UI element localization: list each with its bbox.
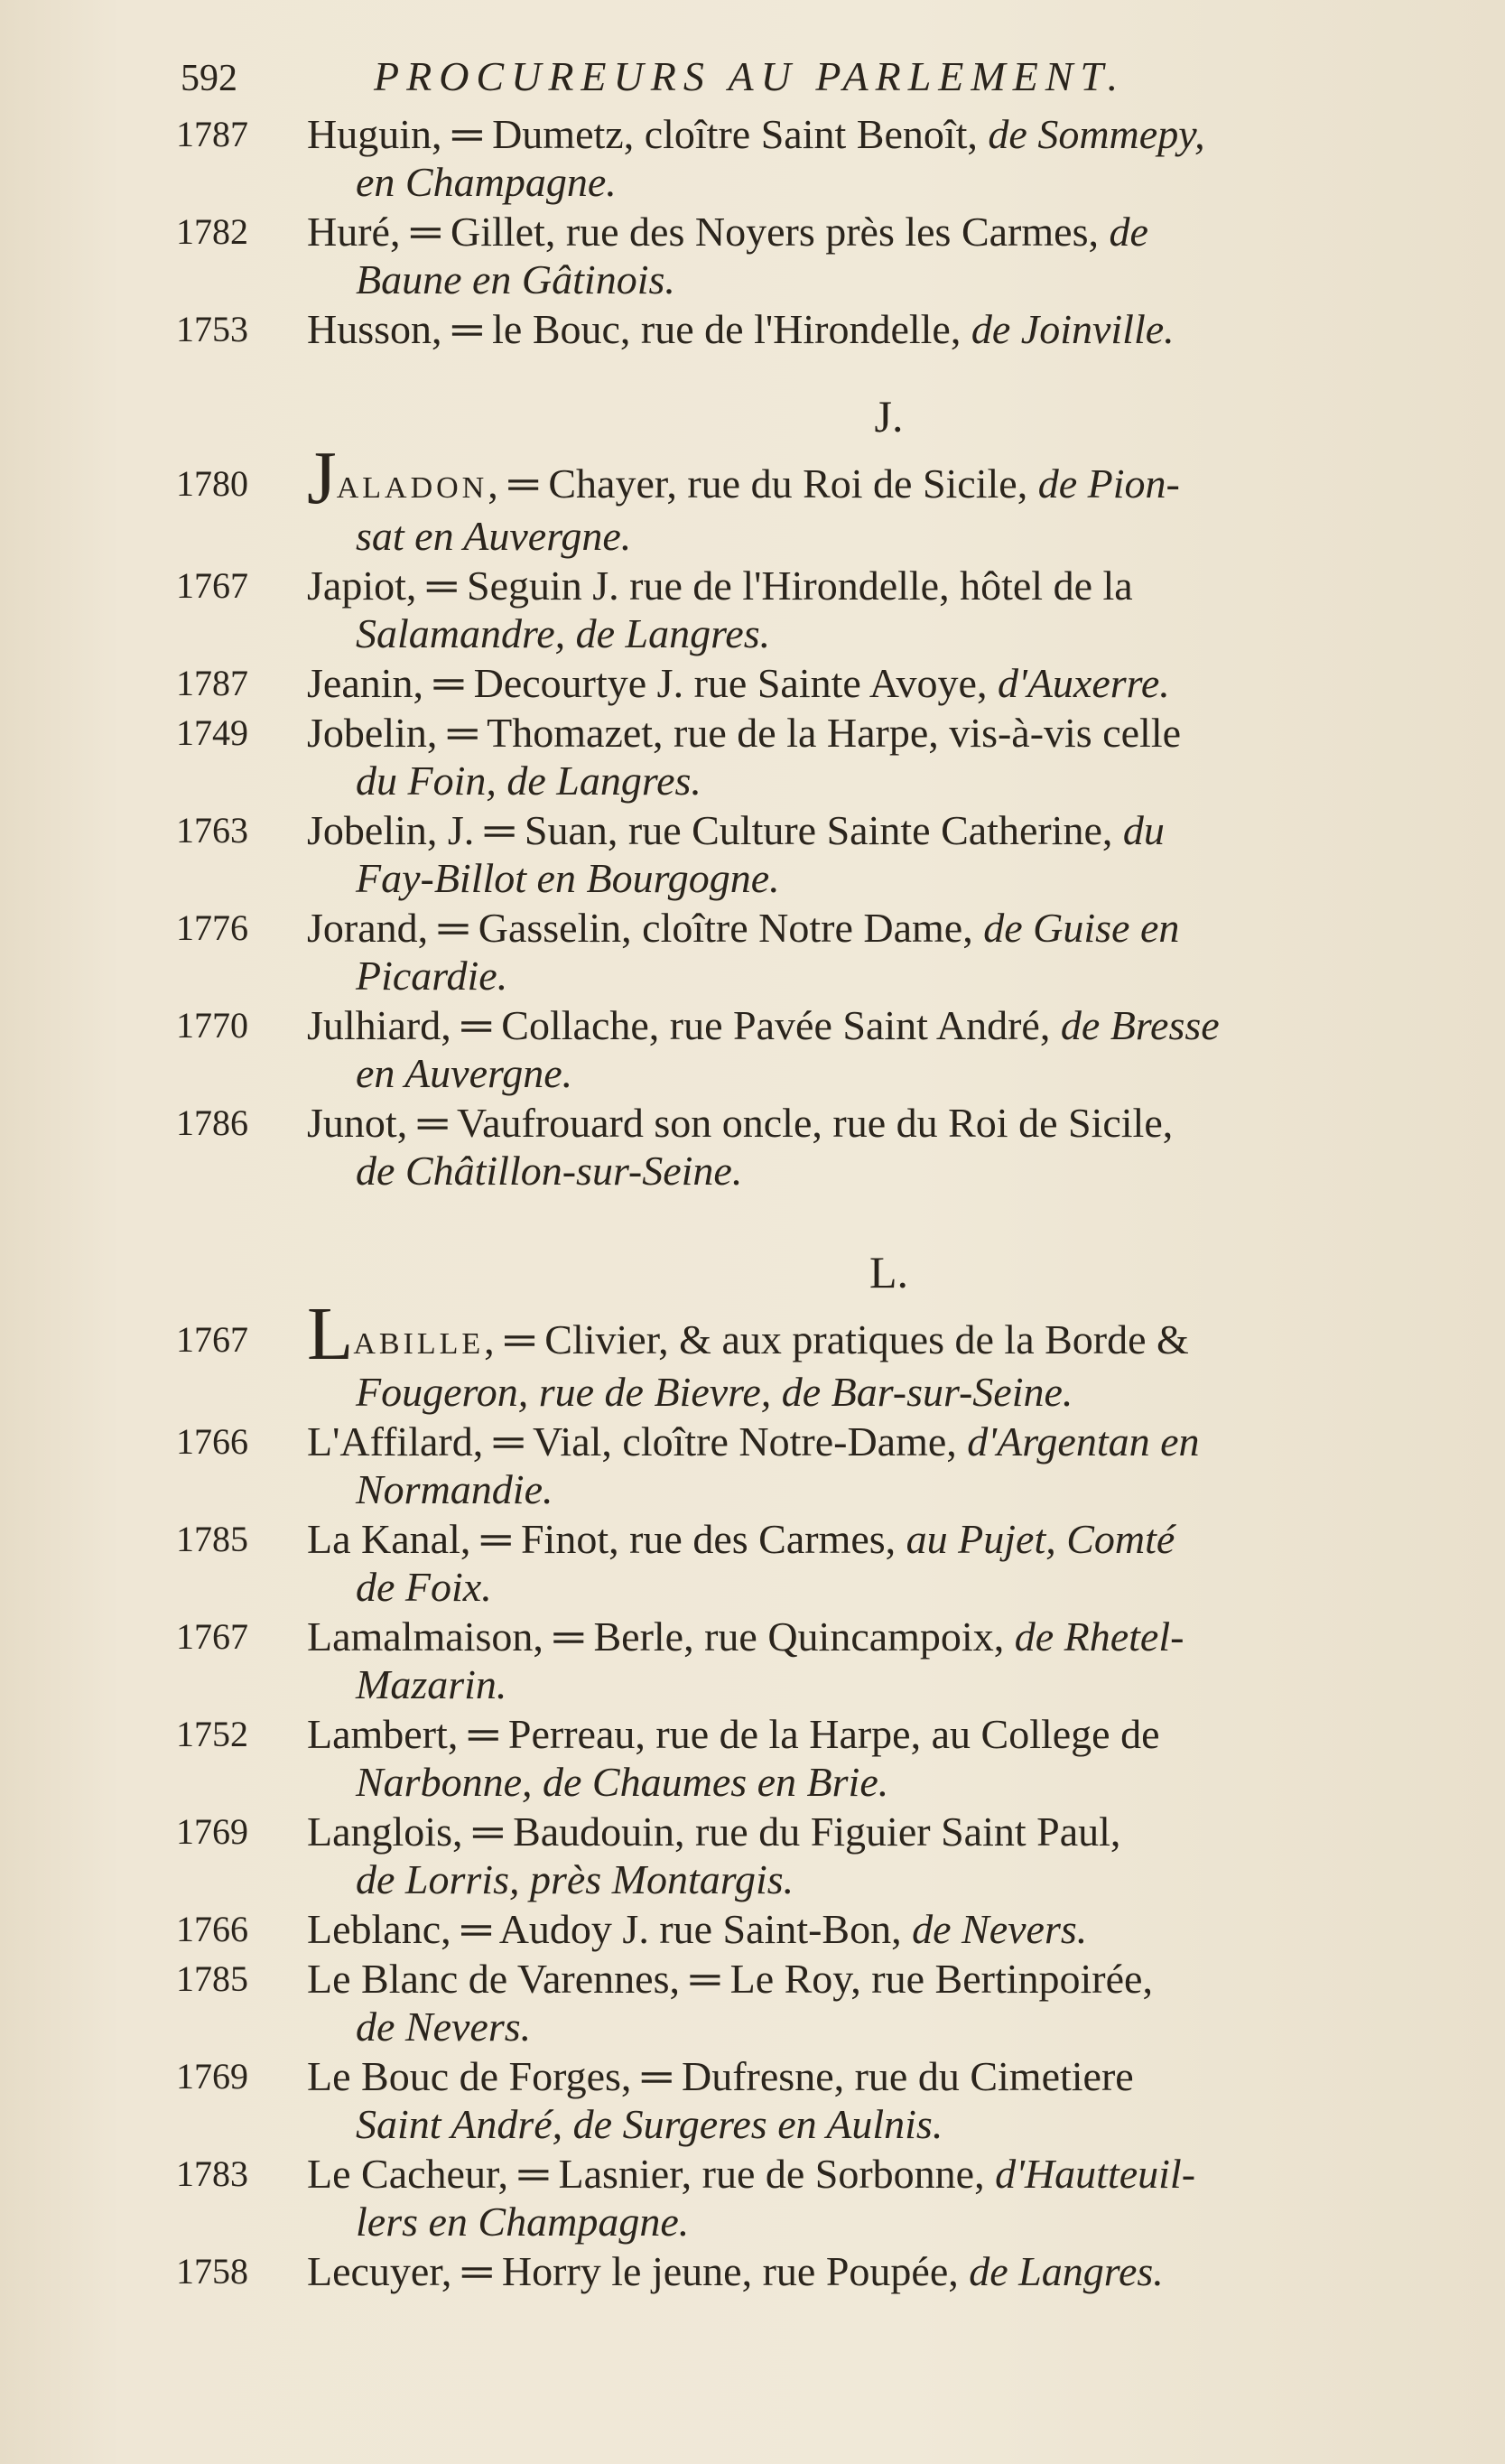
entry-name: Jobelin — [307, 710, 427, 756]
entry-continuation: de Lorris, près Montargis. — [356, 1856, 794, 1902]
entry-address: , ═ Dufresne, rue du Cimetiere — [620, 2053, 1134, 2099]
entry-address: , ═ Gillet, rue des Noyers près les Carmes, — [389, 209, 1099, 255]
entry-year: 1776 — [176, 907, 248, 948]
section-heading-l: L. — [869, 1247, 909, 1297]
entry-address: , ═ Baudouin, rue du Figuier Saint Paul, — [451, 1808, 1121, 1855]
entry-address: , ═ Collache, rue Pavée Saint André, — [441, 1002, 1051, 1048]
entry-year: 1767 — [176, 565, 248, 606]
entry-year: 1783 — [176, 2153, 248, 2194]
entry-continuation: de Châtillon-sur-Seine. — [356, 1148, 743, 1194]
entry-origin: d'Auxerre. — [987, 660, 1170, 706]
entry-text — [307, 1710, 1471, 1806]
entry-year: 1758 — [176, 2251, 248, 2292]
entry-text — [307, 2247, 1471, 2295]
entry-name: Le Blanc de Varennes — [307, 1956, 670, 2002]
entry-origin: d'Hautteuil- — [984, 2151, 1196, 2197]
list-item — [0, 1613, 1471, 1708]
entry-address: , ═ Audoy J. rue Saint-Bon, — [441, 1906, 902, 1952]
entry-address: , ═ Berle, rue Quincampoix, — [533, 1613, 1005, 1660]
entry-address: , ═ Clivier, & aux pratiques de la Borde & — [484, 1316, 1189, 1362]
entry-text — [307, 562, 1471, 657]
entry-continuation: de Nevers. — [356, 2004, 532, 2050]
list-item — [0, 1808, 1471, 1903]
entry-continuation: Normandie. — [356, 1466, 553, 1512]
entry-name: Jorand — [307, 905, 418, 951]
entry-name: Huré — [307, 209, 390, 255]
list-item — [0, 2150, 1471, 2245]
entry-origin: de Sommepy, — [977, 111, 1205, 157]
entry-name: Lamalmaison — [307, 1613, 534, 1660]
list-item — [0, 110, 1471, 206]
entry-year: 1767 — [176, 1319, 248, 1360]
entry-continuation: Fay-Billot en Bourgogne. — [356, 855, 780, 901]
entry-name: Japiot — [307, 563, 406, 609]
entry-address: , ═ le Bouc, rue de l'Hirondelle, — [432, 306, 962, 352]
entry-continuation: Picardie. — [356, 953, 508, 999]
section-heading-j: J. — [874, 391, 904, 442]
entry-name: Julhiard — [307, 1002, 441, 1048]
entry-name: Langlois — [307, 1808, 452, 1855]
entry-continuation: en Auvergne. — [356, 1050, 573, 1096]
list-item — [0, 1292, 1471, 1416]
list-item — [0, 904, 1471, 1000]
entry-origin: de Bresse — [1050, 1002, 1220, 1048]
entry-continuation: en Champagne. — [356, 159, 617, 205]
entry-text — [307, 2150, 1471, 2245]
entry-year: 1787 — [176, 663, 248, 703]
entry-origin: de — [1098, 209, 1148, 255]
entry-year: 1763 — [176, 810, 248, 851]
entry-address: , ═ Vial, cloître Notre-Dame, — [472, 1418, 957, 1464]
running-title: PROCUREURS AU PARLEMENT. — [374, 53, 1126, 99]
list-item — [0, 806, 1471, 902]
entry-name: La Kanal — [307, 1516, 460, 1562]
entry-year: 1769 — [176, 2056, 248, 2097]
entry-address: , ═ Chayer, rue du Roi de Sicile, — [488, 460, 1028, 507]
drop-cap: L — [307, 1292, 354, 1376]
entry-continuation: Mazarin. — [356, 1661, 507, 1707]
entry-year: 1787 — [176, 114, 248, 154]
entry-address: , ═ Vaufrouard son oncle, rue du Roi de Sicile, — [396, 1100, 1174, 1146]
entry-name: Huguin — [307, 111, 432, 157]
list-item — [0, 1710, 1471, 1806]
entry-name: ALADON — [336, 471, 488, 505]
entry-continuation: Baune en Gâtinois. — [356, 256, 675, 302]
entry-text — [307, 1001, 1471, 1097]
entry-year: 1780 — [176, 463, 248, 504]
list-item — [0, 709, 1471, 804]
entry-year: 1766 — [176, 1909, 248, 1949]
list-item — [0, 436, 1471, 560]
entry-continuation: Saint André, de Surgeres en Aulnis. — [356, 2101, 943, 2147]
entry-text — [307, 1418, 1471, 1513]
entry-address: , ═ Seguin J. rue de l'Hirondelle, hôtel de la — [405, 563, 1133, 609]
entry-text — [307, 436, 1471, 560]
entry-continuation: de Foix. — [356, 1564, 492, 1610]
entry-text — [307, 1292, 1471, 1416]
entry-text — [307, 1955, 1471, 2050]
entry-text — [307, 1099, 1471, 1195]
entry-continuation: Narbonne, de Chaumes en Brie. — [356, 1759, 889, 1805]
entry-text — [307, 806, 1471, 902]
list-item — [0, 1515, 1471, 1611]
entry-year: 1753 — [176, 309, 248, 349]
entry-address: , ═ Perreau, rue de la Harpe, au College de — [447, 1711, 1160, 1757]
entry-name: Lecuyer — [307, 2248, 441, 2294]
entry-year: 1766 — [176, 1421, 248, 1462]
entry-origin: de Joinville. — [961, 306, 1175, 352]
entry-origin: de Rhetel- — [1004, 1613, 1184, 1660]
entry-origin: au Pujet, Comté — [896, 1516, 1175, 1562]
entry-text — [307, 1613, 1471, 1708]
entry-name: Le Bouc de Forges — [307, 2053, 621, 2099]
list-item — [0, 1955, 1471, 2050]
entry-origin: de Pion- — [1027, 460, 1180, 507]
entry-origin: d'Argentan en — [956, 1418, 1200, 1464]
entry-address: , ═ Finot, rue des Carmes, — [460, 1516, 896, 1562]
entry-continuation: Fougeron, rue de Bievre, de Bar-sur-Seine. — [356, 1369, 1073, 1415]
entry-name: Jeanin — [307, 660, 413, 706]
entry-name: Lambert — [307, 1711, 448, 1757]
entry-year: 1752 — [176, 1714, 248, 1754]
entry-year: 1785 — [176, 1519, 248, 1559]
drop-cap: J — [307, 436, 337, 520]
entry-origin: de Nevers. — [901, 1906, 1088, 1952]
entry-name: Husson — [307, 306, 432, 352]
entry-continuation: Salamandre, de Langres. — [356, 610, 771, 656]
list-item — [0, 208, 1471, 303]
entry-continuation: lers en Champagne. — [356, 2199, 690, 2245]
entry-address: , ═ Decourtye J. rue Sainte Avoye, — [413, 660, 988, 706]
entry-continuation: sat en Auvergne. — [356, 513, 632, 559]
entry-year: 1749 — [176, 712, 248, 753]
entry-continuation: du Foin, de Langres. — [356, 758, 701, 804]
entry-origin: de Langres. — [958, 2248, 1164, 2294]
entry-year: 1767 — [176, 1616, 248, 1657]
entry-text — [307, 709, 1471, 804]
entry-origin: du — [1112, 807, 1165, 853]
entry-address: , ═ Horry le jeune, rue Poupée, — [441, 2248, 959, 2294]
list-item — [0, 659, 1471, 707]
list-item — [0, 1418, 1471, 1513]
entry-address: , ═ Thomazet, rue de la Harpe, vis-à-vis celle — [426, 710, 1182, 756]
entry-list — [0, 110, 1471, 2295]
list-item — [0, 1001, 1471, 1097]
entry-year: 1785 — [176, 1958, 248, 1999]
entry-name: Jobelin, J. — [307, 807, 475, 853]
entry-text — [307, 904, 1471, 1000]
list-item — [0, 2052, 1471, 2148]
entry-text — [307, 1905, 1471, 1953]
entry-year: 1782 — [176, 211, 248, 252]
entry-address: , ═ Dumetz, cloître Saint Benoît, — [432, 111, 978, 157]
entry-name: Le Cacheur — [307, 2151, 498, 2197]
entry-text — [307, 110, 1471, 206]
entry-name: L'Affilard — [307, 1418, 473, 1464]
entry-address: ═ Suan, rue Culture Sainte Catherine, — [474, 807, 1113, 853]
list-item — [0, 2247, 1471, 2295]
entry-text — [307, 659, 1471, 707]
entry-text — [307, 2052, 1471, 2148]
entry-year: 1786 — [176, 1102, 248, 1143]
entry-text — [307, 305, 1471, 353]
entry-origin: de Guise en — [972, 905, 1180, 951]
entry-year: 1770 — [176, 1005, 248, 1046]
entry-text — [307, 1808, 1471, 1903]
entry-address: , ═ Le Roy, rue Bertinpoirée, — [669, 1956, 1153, 2002]
entry-name: Leblanc — [307, 1906, 441, 1952]
list-item — [0, 1905, 1471, 1953]
entry-address: , ═ Gasselin, cloître Notre Dame, — [417, 905, 973, 951]
page-header — [0, 52, 1471, 110]
entry-name: Junot — [307, 1100, 397, 1146]
page-number: 592 — [181, 58, 237, 99]
list-item — [0, 1099, 1471, 1195]
list-item — [0, 305, 1471, 353]
entry-year: 1769 — [176, 1811, 248, 1852]
entry-address: , ═ Lasnier, rue de Sorbonne, — [497, 2151, 985, 2197]
list-item — [0, 562, 1471, 657]
entry-text — [307, 208, 1471, 303]
entry-name: ABILLE — [353, 1327, 485, 1361]
entry-text — [307, 1515, 1471, 1611]
